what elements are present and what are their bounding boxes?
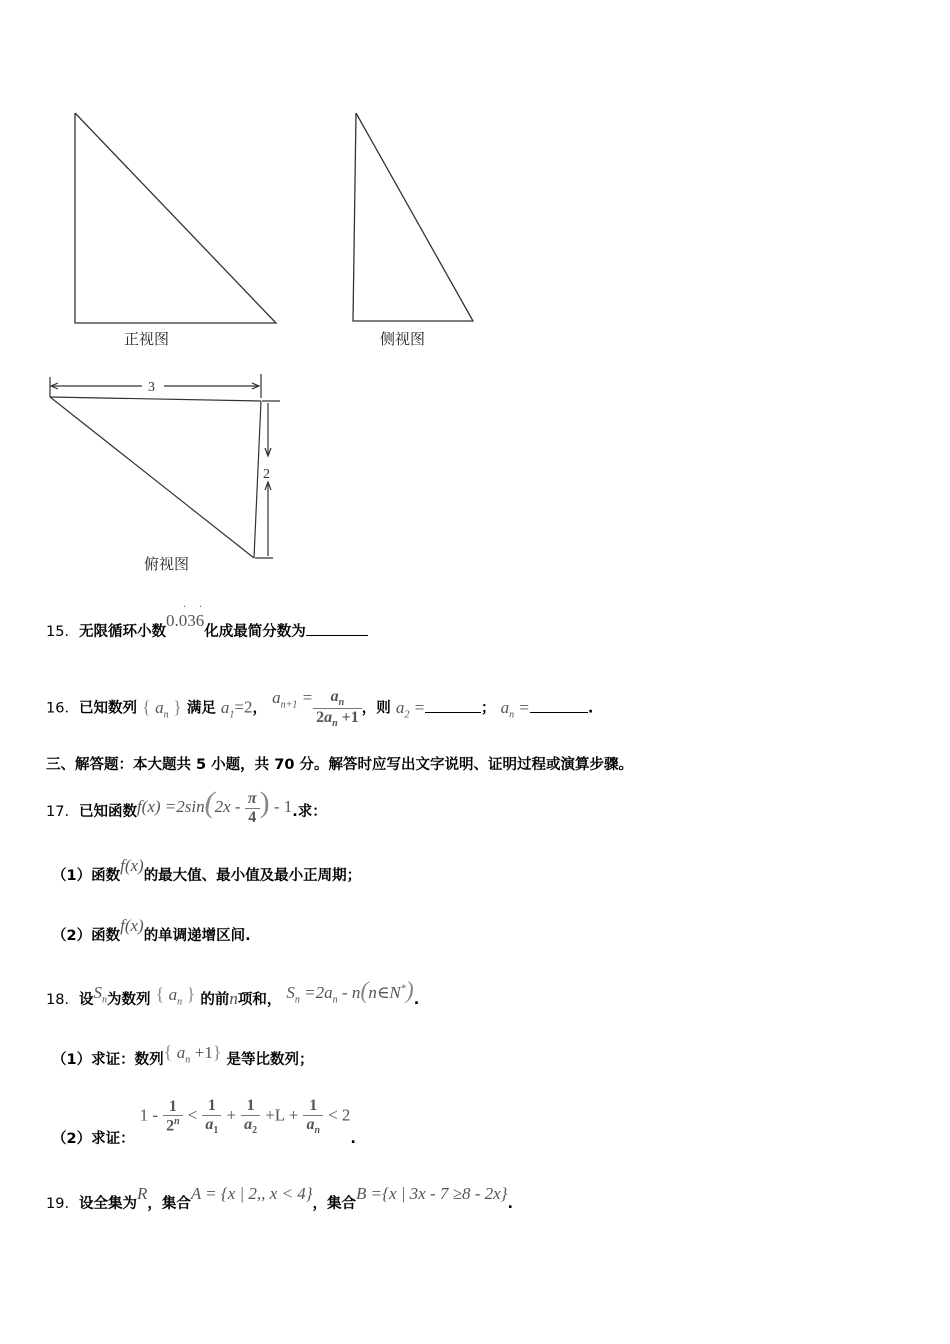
- part-text: 的最大值、最小值及最小正周期；: [143, 868, 362, 884]
- front-view-triangle: [75, 113, 276, 323]
- sequence-an-plus-1: { $a_n +1$}: [163, 1042, 222, 1066]
- section-3-heading: 三、解答题：本大题共 5 小题，共 70 分。解答时应写出文字说明、证明过程或演算步骤。: [46, 757, 633, 773]
- q17-part-1: [52, 856, 362, 885]
- q16-then: ，则: [361, 700, 391, 717]
- recurrence-fraction: $\frac{a_n}{2a_n +1}$: [313, 688, 362, 729]
- side-view-triangle: [353, 113, 473, 321]
- a2-term: $a_2$ =: [395, 697, 426, 721]
- set-B: B ={x | 3x - 7 ≥8 - 2x}: [356, 1184, 508, 1203]
- q18-end: .: [413, 992, 420, 1008]
- top-dim-width-label: 3: [148, 380, 155, 395]
- question-number: 17．: [46, 804, 79, 820]
- top-view-caption: 俯视图: [144, 555, 190, 573]
- sn-symbol: $S_n$: [93, 983, 107, 1006]
- part-label: （1）求证：数列: [52, 1052, 164, 1068]
- question-16: [46, 688, 593, 729]
- q17-text-2: .求：: [292, 804, 327, 820]
- set-A: A = {x | 2,, x < 4}: [190, 1184, 313, 1203]
- part-text: 的单调递增区间.: [143, 928, 251, 944]
- decimal-value: 0.036: [165, 611, 205, 630]
- a2-answer-blank[interactable]: [425, 698, 481, 713]
- question-15: [46, 602, 368, 641]
- part-text: 是等比数列；: [226, 1052, 314, 1068]
- front-view-caption: 正视图: [124, 330, 170, 348]
- question-number: 15．: [46, 624, 79, 640]
- question-18: [46, 978, 420, 1011]
- repeat-dots: · ·: [182, 602, 208, 613]
- question-19: [46, 1184, 513, 1213]
- q19-text-2: ，集合: [147, 1196, 191, 1212]
- part-label: （2）函数: [52, 928, 121, 944]
- inequality: 1 - $\frac{1}{2^n}$ < $\frac{1}{a_1}$ + $\frac{1}{a_2}$ +L + $\frac{1}{a_n}$ < 2: [139, 1097, 351, 1136]
- question-number: 18．: [46, 992, 79, 1008]
- pi-over-4: $\frac{\pi}{4}$: [245, 790, 260, 826]
- a1-value: =2: [234, 697, 253, 717]
- q16-semicolon: ；: [481, 700, 496, 717]
- sequence-an: { $a_n$ }: [142, 696, 182, 721]
- q17-text-1: 已知函数: [78, 804, 137, 820]
- q18-part-2-end: .: [350, 1131, 356, 1148]
- function-definition: f(x) =2sin(2x -: [136, 786, 245, 819]
- question-number: 16．: [46, 700, 79, 717]
- part-label: （1）函数: [52, 868, 121, 884]
- q18-text-4: 项和，: [237, 992, 282, 1008]
- fx-symbol: f(x): [120, 916, 144, 935]
- q19-text-1: 设全集为: [78, 1196, 137, 1212]
- function-tail: ) - 1: [259, 786, 293, 819]
- an-term: $a_n$ =: [500, 697, 530, 721]
- repeating-decimal: [165, 602, 208, 631]
- question-number: 19．: [46, 1196, 79, 1212]
- universal-set-R: R: [136, 1184, 148, 1203]
- recurrence-lhs: $a_{n+1}$ =: [272, 687, 314, 711]
- q18-part-1: [52, 1042, 314, 1071]
- q16-comma: ，: [252, 700, 268, 717]
- q17-part-2: [52, 916, 251, 945]
- an-answer-blank[interactable]: [530, 698, 588, 713]
- q16-text-2: 满足: [186, 700, 216, 717]
- q18-text-1: 设: [78, 992, 94, 1008]
- sn-equation: $S_n =2a_n$ - n(n∈N*): [286, 978, 414, 1006]
- n-symbol: n: [229, 989, 238, 1008]
- sequence-an: { $a_n$ }: [155, 984, 196, 1008]
- q19-end: .: [507, 1196, 513, 1212]
- part-label: （2）求证：: [52, 1131, 135, 1148]
- question-17: [46, 786, 327, 830]
- top-dim-height-label: 2: [263, 467, 270, 482]
- a1-term: $a_1$: [220, 697, 235, 721]
- q18-part-2: [52, 1097, 356, 1148]
- q18-text-2: 为数列: [106, 992, 151, 1008]
- top-view-figure: [50, 374, 280, 558]
- q18-text-3: 的前: [200, 992, 230, 1008]
- three-view-figure: [0, 0, 950, 600]
- q16-text-1: 已知数列: [78, 700, 137, 717]
- fx-symbol: f(x): [120, 856, 144, 875]
- q15-suffix: 化成最简分数为: [204, 624, 306, 640]
- answer-blank[interactable]: [306, 621, 368, 636]
- q15-prefix: 无限循环小数: [78, 624, 166, 640]
- q16-end: .: [587, 700, 594, 717]
- side-view-caption: 侧视图: [380, 330, 426, 348]
- q19-text-3: ，集合: [312, 1196, 357, 1212]
